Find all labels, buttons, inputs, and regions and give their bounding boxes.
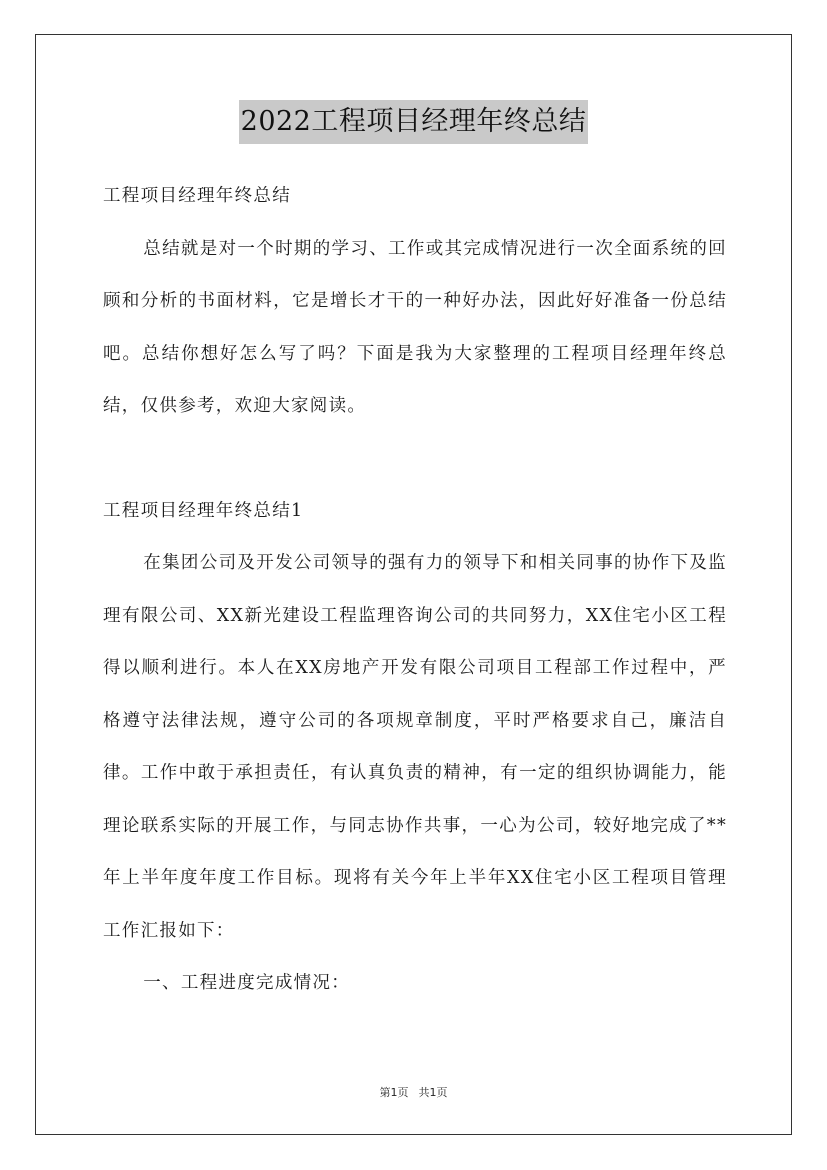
page-total: 共1页 <box>418 1086 448 1099</box>
document-subtitle: 工程项目经理年终总结 <box>103 186 291 206</box>
subsection-heading: 一、工程进度完成情况： <box>143 973 351 993</box>
paragraph-spacer <box>103 433 727 485</box>
page-footer <box>0 1084 827 1100</box>
section-heading: 工程项目经理年终总结1 <box>103 500 304 521</box>
document-title: 2022工程项目经理年终总结 <box>239 100 589 144</box>
intro-paragraph: 总结就是对一个时期的学习、工作或其完成情况进行一次全面系统的回顾和分析的书面材料，它是增长才干的一种好办法，因此好好准备一份总结吧。总结你想好怎么写了吗？下面是我为大家整理的工程项目经理年终总结，仅供参考，欢迎大家阅读。 <box>103 238 727 416</box>
title-wrap <box>0 100 827 144</box>
section-paragraph: 在集团公司及开发公司领导的强有力的领导下和相关同事的协作下及监理有限公司、XX新光建设工程监理咨询公司的共同努力，XX住宅小区工程得以顺利进行。本人在XX房地产开发有限公司项目工程部工作过程中，严格遵守法律法规，遵守公司的各项规章制度，平时严格要求自己，廉洁自律。工作中敢于承担责任，有认真负责的精神，有一定的组织协调能力，能理论联系实际的开展工作，与同志协作共事，一心为公司，较好地完成了**年上半年度年度工作目标。现将有关今年上半年XX住宅小区工程项目管理工作汇报如下： <box>103 553 727 941</box>
page-number: 第1页 <box>379 1086 409 1099</box>
document-body <box>103 170 727 1010</box>
